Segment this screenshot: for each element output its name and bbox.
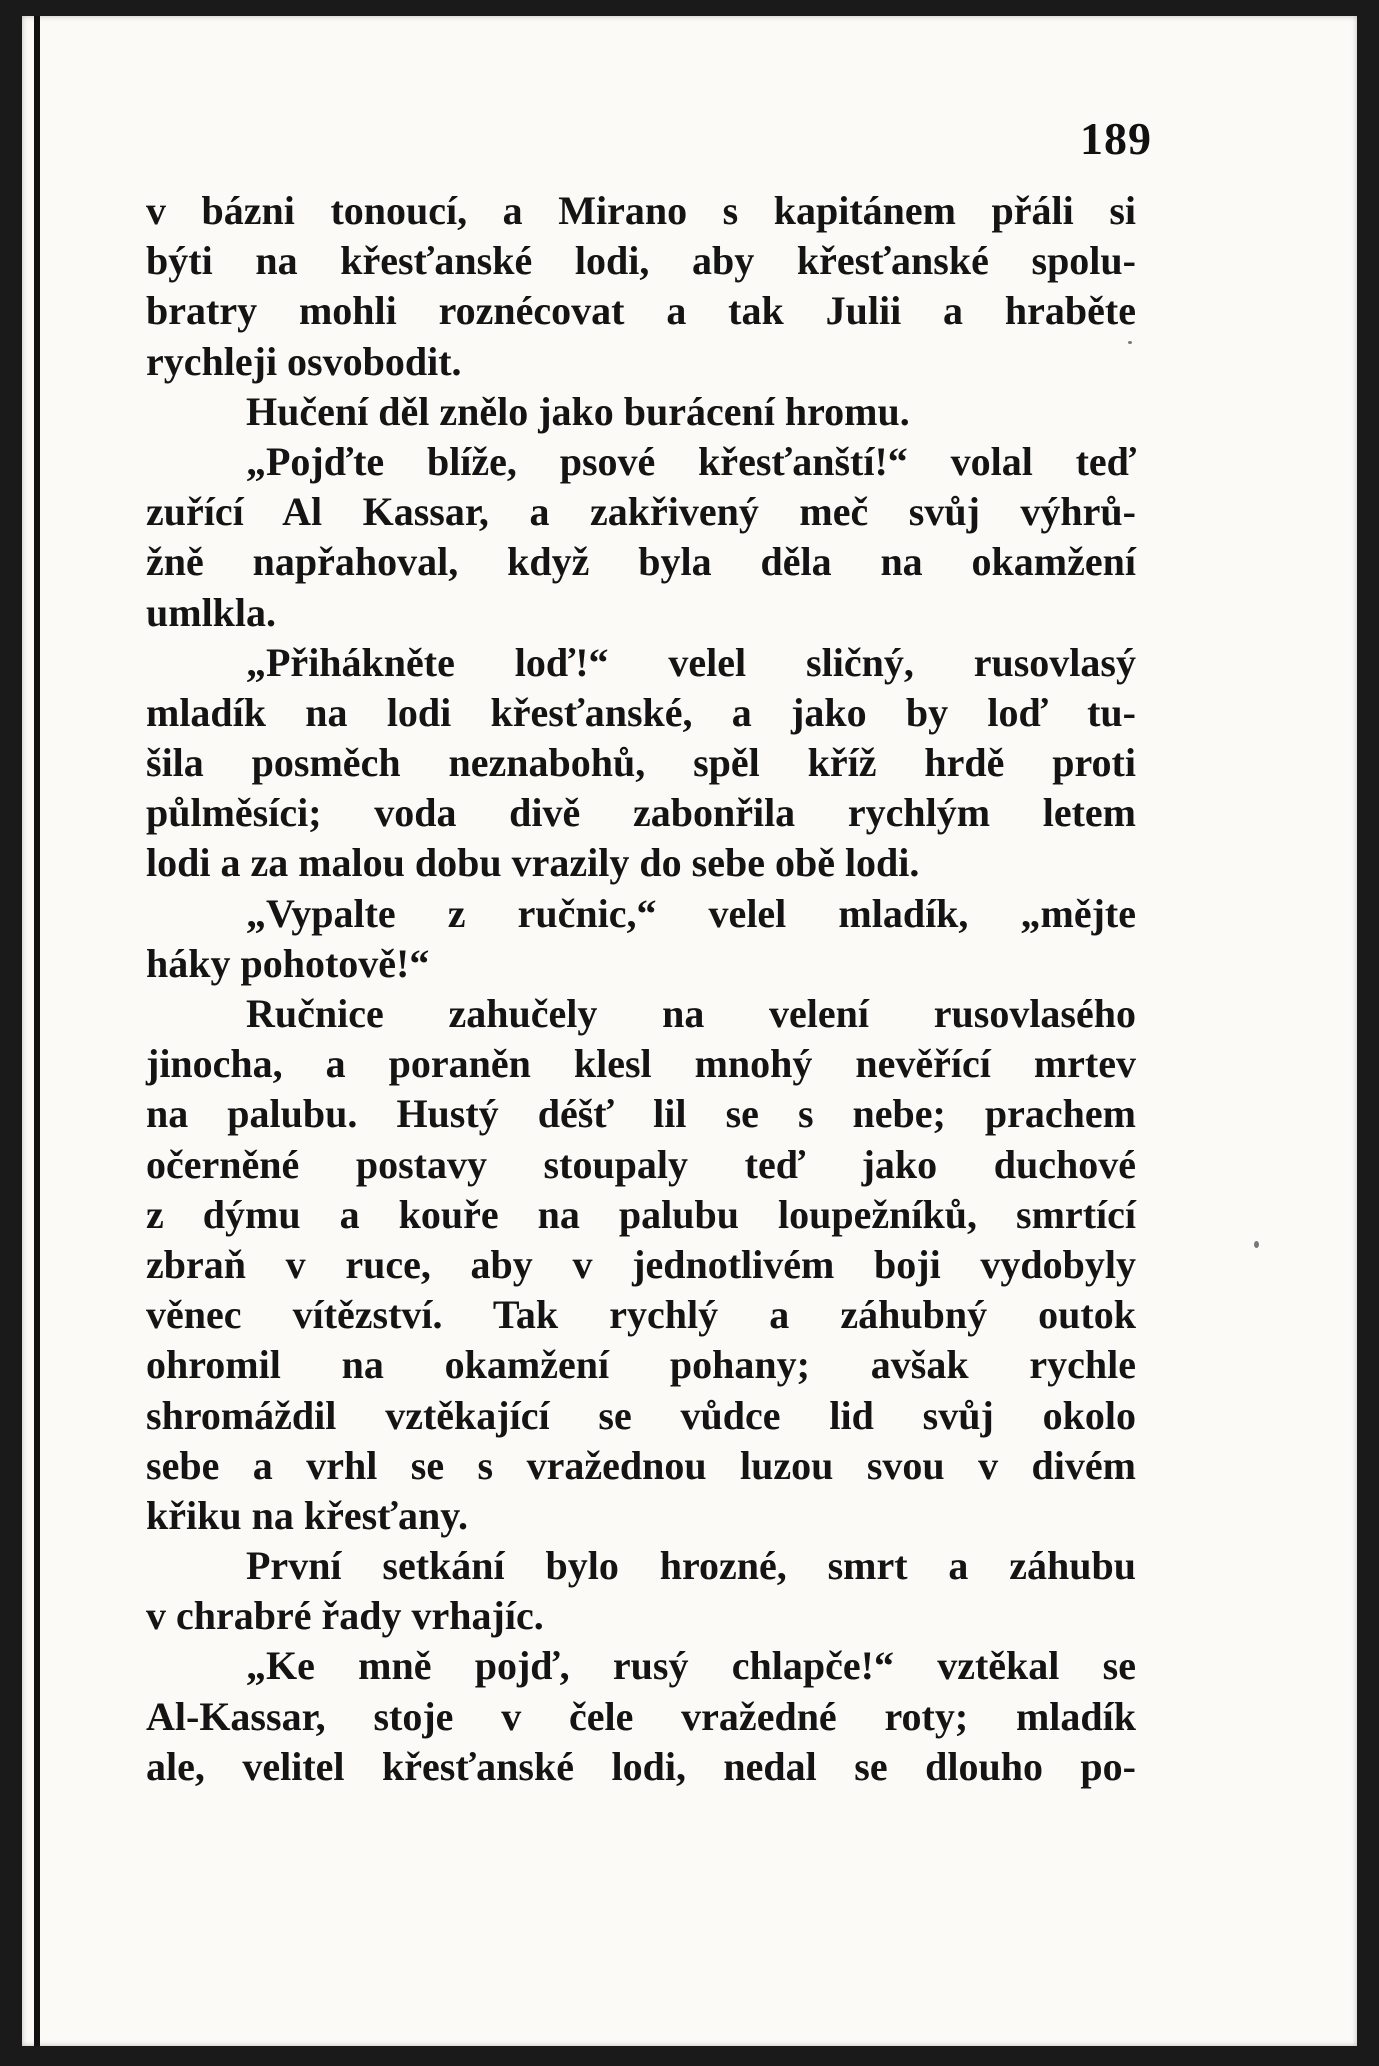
- text-line: býti na křesťanské lodi, aby křesťanské spolu-: [146, 238, 1136, 284]
- paper-speck: [1254, 1241, 1259, 1248]
- text-line: Hučení děl znělo jako burácení hromu.: [246, 388, 910, 434]
- text-line: mladík na lodi křesťanské, a jako by loď tu-: [146, 689, 1136, 735]
- text-line: „Pojďte blíže, psové křesťanští!“ volal teď: [246, 438, 1136, 484]
- text-line: z dýmu a kouře na palubu loupežníků, smrtící: [146, 1191, 1136, 1237]
- text-line: háky pohotově!“: [146, 940, 430, 986]
- text-line: věnec vítězství. Tak rychlý a záhubný outok: [146, 1292, 1136, 1338]
- book-page: [22, 16, 1357, 2046]
- text-line: Ručnice zahučely na velení rusovlasého: [246, 991, 1136, 1036]
- text-line: jinocha, a poraněn klesl mnohý nevěřící mrtev: [146, 1041, 1136, 1087]
- text-line: křiku na křesťany.: [146, 1492, 469, 1538]
- text-line: bratry mohli roznécovat a tak Julii a hraběte: [146, 288, 1136, 334]
- text-line: rychleji osvobodit.: [146, 338, 462, 384]
- text-line: Al-Kassar, stoje v čele vražedné roty; mladík: [146, 1693, 1136, 1739]
- paper-speck: [1128, 341, 1132, 344]
- text-line: shromáždil vztěkající se vůdce lid svůj okolo: [146, 1392, 1136, 1438]
- body-text: [146, 186, 1136, 1792]
- text-line: „Přihákněte loď!“ velel sličný, rusovlasý: [246, 639, 1136, 685]
- text-line: šila posměch neznabohů, spěl kříž hrdě proti: [146, 740, 1136, 786]
- text-line: „Vypalte z ručnic,“ velel mladík, „mějte: [246, 890, 1136, 936]
- text-line: žně napřahoval, když byla děla na okamžení: [146, 539, 1136, 585]
- page-edge-rule: [34, 16, 40, 2046]
- text-line: ohromil na okamžení pohany; avšak rychle: [146, 1342, 1136, 1388]
- text-line: „Ke mně pojď, rusý chlapče!“ vztěkal se: [246, 1643, 1136, 1689]
- text-line: sebe a vrhl se s vražednou luzou svou v divém: [146, 1442, 1136, 1488]
- text-line: ale, velitel křesťanské lodi, nedal se dlouho po-: [146, 1743, 1136, 1789]
- text-line: očerněné postavy stoupaly teď jako duchové: [146, 1141, 1136, 1187]
- text-line: zbraň v ruce, aby v jednotlivém boji vydobyly: [146, 1241, 1136, 1287]
- text-line: umlkla.: [146, 589, 277, 635]
- text-line: půlměsíci; voda divě zabonřila rychlým letem: [146, 790, 1136, 836]
- text-line: zuřící Al Kassar, a zakřivený meč svůj výhrů-: [146, 489, 1136, 535]
- text-line: lodi a za malou dobu vrazily do sebe obě lodi.: [146, 840, 920, 886]
- text-line: v bázni tonoucí, a Mirano s kapitánem přáli si: [146, 188, 1136, 233]
- text-line: První setkání bylo hrozné, smrt a záhubu: [246, 1543, 1136, 1589]
- text-line: v chrabré řady vrhajíc.: [146, 1593, 544, 1639]
- text-line: na palubu. Hustý déšť lil se s nebe; prachem: [146, 1091, 1136, 1137]
- page-number: 189: [1080, 113, 1152, 164]
